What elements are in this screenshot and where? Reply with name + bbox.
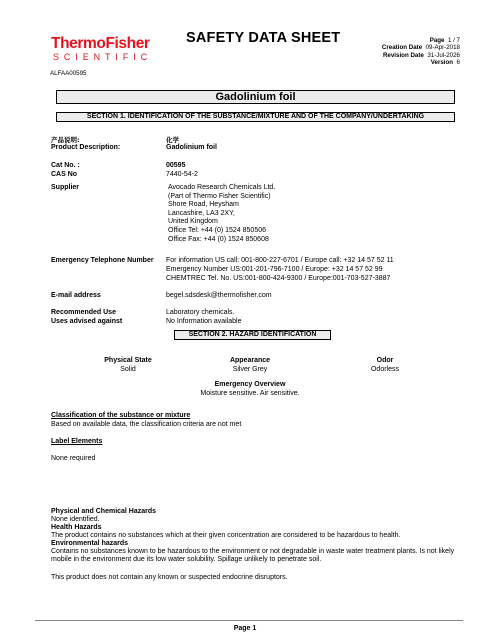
section2-heading: SECTION 2. HAZARD IDENTIFICATION [174,330,331,340]
cat-no-label: Cat No. : [51,162,80,169]
reference-code: ALFAA00595 [50,70,87,77]
phys-chem-hazards-text: None identified. [51,516,100,523]
endocrine-disruptor-text: This product does not contain any known or suspected endocrine disruptors. [51,574,288,581]
cn-product-label: 产品说明: [51,136,80,144]
physical-state-label: Physical State [104,357,152,364]
product-name-banner: Gadolinium foil [56,90,455,104]
label-elements-heading: Label Elements [51,438,103,445]
supplier-line: Avocado Research Chemicals Ltd. [168,184,276,191]
document-meta [350,37,460,67]
revision-date-value: 31-Jul-2026 [427,51,460,59]
appearance-value: Silver Grey [232,365,268,373]
cas-no-label: CAS No [51,171,78,178]
scientific-logo-subtitle: SCIENTIFIC [53,52,153,62]
cn-product-value: 化学 [166,136,179,144]
supplier-line: Shore Road, Heysham [168,201,239,209]
creation-date-value: 09-Apr-2018 [425,44,460,52]
supplier-address [168,184,275,244]
classification-text: Based on available data, the classification criteria are not met [51,421,242,428]
email-label: E-mail address [51,292,101,299]
classification-heading: Classification of the substance or mixture [51,412,191,419]
email-value[interactable]: begel.sdsdesk@thermofisher.com [166,292,272,299]
footer-divider [35,620,463,621]
supplier-line: United Kingdom [168,218,218,226]
product-description-label: Product Description: [51,144,121,151]
supplier-line: Office Tel: +44 (0) 1524 850506 [168,226,267,234]
emergency-phone-line3: CHEMTREC Tel. No. US:001-800-424-9300 / Europe:001-703-527-3887 [166,275,391,282]
environmental-hazards-text-2: mobile in the environment due its low water solubility. Spillage unlikely to penetrate soil. [51,556,322,563]
emergency-phone-line2: Emergency Number US:001-201-796-7100 / Europe: +32 14 57 52 99 [166,266,383,273]
uses-advised-against-value: No Information available [166,318,242,325]
page-label: Page [429,37,445,44]
health-hazards-text: The product contains no substances which at their given concentration are considered to be hazardous to health. [51,532,401,539]
supplier-line: Lancashire, LA3 2XY, [168,209,235,217]
revision-date-label: Revision Date [382,51,424,59]
emergency-overview-value: Moisture sensitive. Air sensitive. [200,389,300,397]
version-value: 6 [456,59,460,67]
uses-advised-against-label: Uses advised against [51,318,123,325]
environmental-hazards-text-1: Contains no substances known to be hazardous to the environment or not degradable in waste water treatment plants. Is not likely [51,548,455,555]
emergency-overview-label: Emergency Overview [214,381,286,388]
odor-value: Odorless [370,365,399,373]
physical-state-value: Solid [120,365,136,373]
odor-label: Odor [376,357,394,364]
emergency-phone-line1: For information US call: 001-800-227-6701 / Europe call: +32 14 57 52 11 [166,257,394,264]
page-value: 1 / 7 [447,37,460,44]
thermofisher-logo-wordmark: ThermoFisher [51,35,150,52]
health-hazards-heading: Health Hazards [51,524,102,531]
emergency-phone-label: Emergency Telephone Number [51,257,154,264]
section1-heading: SECTION 1. IDENTIFICATION OF THE SUBSTANCE/MIXTURE AND OF THE COMPANY/UNDERTAKING [56,112,455,122]
cas-no-value: 7440-54-2 [166,171,198,178]
recommended-use-label: Recommended Use [51,309,116,316]
label-elements-text: None required [51,455,96,462]
supplier-label: Supplier [51,184,80,191]
supplier-line: Office Fax: +44 (0) 1524 850608 [168,235,269,243]
phys-chem-hazards-heading: Physical and Chemical Hazards [51,508,157,515]
product-description-value: Gadolinium foil [166,144,217,151]
recommended-use-value: Laboratory chemicals. [166,309,235,316]
appearance-label: Appearance [229,357,271,364]
supplier-line: (Part of Thermo Fisher Scientific) [168,192,271,200]
document-title: SAFETY DATA SHEET [186,30,341,46]
cat-no-value: 00595 [166,162,186,169]
version-label: Version [430,59,454,67]
footer-page-number: Page 1 [233,625,257,632]
creation-date-label: Creation Date [381,44,423,52]
environmental-hazards-heading: Environmental hazards [51,540,129,547]
